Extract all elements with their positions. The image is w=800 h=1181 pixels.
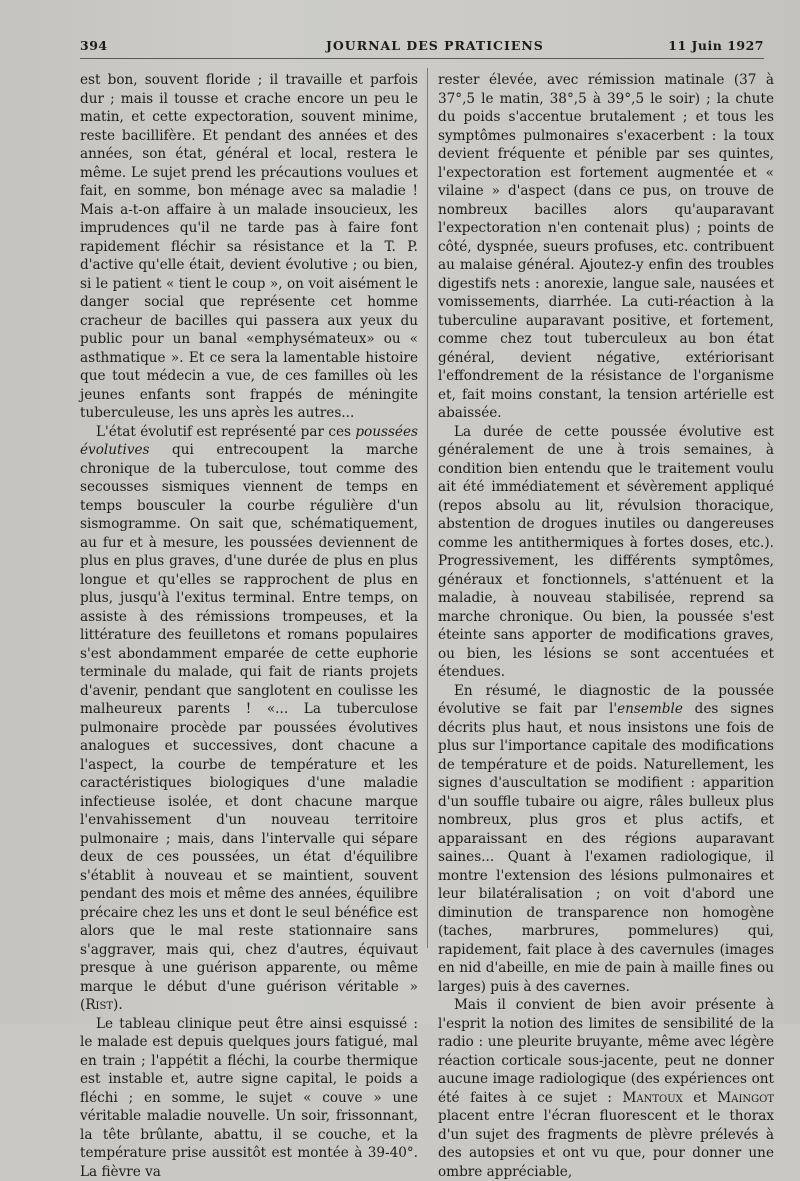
paragraph: Le tableau clinique peut être ainsi esquissé : le malade est depuis quelques jours fatigué, mal en train ; l'appétit a fléchi, la courbe thermique est instable et, autre signe capital, le poids a fléchi ; en somme, le sujet « couve » une véritable maladie nouvelle. Un soir, frissonnant, la tête brûlante, abattu, il se couche, et la température prise aussitôt est montée à 39-40°. La fièvre va — [80, 1015, 418, 1181]
paragraph: L'état évolutif est représenté par ces poussées évolutives qui entrecoupent la marche chronique de la tuberculose, tout comme des secousses sismiques viennent de temps en temps bousculer la courbe régulière d'un sismogramme. On sait que, schématiquement, au fur et à mesure, les poussées deviennent de plus en plus graves, d'une durée de plus en plus longue et qu'elles se rapprochent de plus en plus, jusqu'à l'exitus terminal. Entre temps, on assiste à des rémissions trompeuses, et la littérature des feuilletons et romans populaires s'est abondamment emparée de cette euphorie terminale du malade, qui fait de riants projets d'avenir, pendant que sanglotent en coulisse les malheureux parents ! «... La tuberculose pulmonaire procède par poussées évolutives analogues et successives, dont chacune a l'aspect, la courbe de température et les caractéristiques biologiques d'une maladie infectieuse isolée, et dont chacune marque l'envahissement d'un nouveau territoire pulmonaire ; mais, dans l'intervalle qui sépare deux de ces poussées, un état d'équilibre s'établit à nouveau et se maintient, souvent pendant des mois et même des années, équilibre précaire chez les uns et dont le seul bénéfice est alors que le mal reste stationnaire sans s'aggraver, mais qui, chez d'autres, équivaut presque à une guérison apparente, ou même marque le début d'une guérison véritable » (Rist). — [80, 423, 418, 1015]
left-column — [80, 71, 418, 1181]
issue-date: 11 Juin 1927 — [668, 38, 764, 53]
author-citation: Maingot — [717, 1090, 774, 1106]
author-citation: Rist — [85, 997, 113, 1013]
page-header — [80, 38, 764, 58]
paragraph: rester élevée, avec rémission matinale (37 à 37°,5 le matin, 38°,5 à 39°,5 le soir) ; la chute du poids s'accentue brutalement ; et tous les symptômes pulmonaires s'exacerbent : la toux devient fréquente et pénible par ses quintes, l'expectoration est fortement augmentée et « vilaine » d'aspect (dans ce pus, on trouve de nombreux bacilles alors qu'auparavant l'expectoration n'en contenait plus) ; points de côté, dyspnée, sueurs profuses, etc. contribuent au malaise général. Ajoutez-y enfin des troubles digestifs nets : anorexie, langue sale, nausées et vomissements, diarrhée. La cuti-réaction à la tuberculine auparavant positive, et fortement, comme chez tout tuberculeux au bon état général, devient négative, extériorisant l'effondrement de la résistance de l'organisme et, fait moins constant, la tension artérielle est abaissée. — [438, 71, 774, 423]
emphasis: ensemble — [617, 701, 683, 717]
header-rule — [80, 58, 764, 59]
emphasis: poussées évolutives — [80, 424, 418, 459]
paragraph: En résumé, le diagnostic de la poussée évolutive se fait par l'ensemble des signes décrits plus haut, et nous insistons une fois de plus sur l'importance capitale des modifications de température et de poids. Naturellement, les signes d'auscultation se modifient : apparition d'un souffle tubaire ou aigre, râles bulleux plus nombreux, plus gros et plus actifs, et apparaissant en des régions auparavant saines... Quant à l'examen radiologique, il montre l'extension des lésions pulmonaires et leur bilatéralisation ; on voit d'abord une diminution de transparence non homogène (taches, marbrures, pommelures) qui, rapidement, fait place à des cavernules (images en nid d'abeille, en mie de pain à maille fines ou larges) puis à des cavernes. — [438, 682, 774, 997]
paragraph: Mais il convient de bien avoir présente à l'esprit la notion des limites de sensibilité de la radio : une pleurite bruyante, même avec légère réaction corticale sous-jacente, peut ne donner aucune image radiologique (des expériences ont été faites à ce sujet : Mantoux et Maingot placent entre l'écran fluorescent et le thorax d'un sujet des fragments de plèvre prélevés à des autopsies et ont vu que, pour donner une ombre appréciable, — [438, 996, 774, 1181]
page-number: 394 — [80, 38, 108, 53]
author-citation: Mantoux — [622, 1090, 682, 1106]
column-divider — [427, 68, 428, 948]
right-column — [438, 71, 774, 1181]
journal-title: JOURNAL DES PRATICIENS — [326, 38, 544, 53]
paragraph: est bon, souvent floride ; il travaille et parfois dur ; mais il tousse et crache encore un peu le matin, et cette expectoration, souvent minime, reste bacillifère. Et pendant des années et des années, son état, général et local, restera le même. Le sujet prend les précautions voulues et fait, en somme, bon ménage avec sa maladie ! Mais a-t-on affaire à un malade insoucieux, les imprudences qu'il ne tarde pas à faire font rapidement fléchir sa résistance et la T. P. d'active qu'elle était, devient évolutive ; ou bien, si le patient « tient le coup », on voit aisément le danger social que représente cet homme cracheur de bacilles qui passera aux yeux du public pour un banal «emphysémateux» ou « asthmatique ». Et ce sera la lamentable histoire que tout médecin a vue, de ces familles où les jeunes enfants sont frappés de méningite tuberculeuse, les uns après les autres... — [80, 71, 418, 423]
paragraph: La durée de cette poussée évolutive est généralement de une à trois semaines, à condition bien entendu que le traitement voulu ait été immédiatement et sévèrement appliqué (repos absolu au lit, révulsion thoracique, abstention de drogues inutiles ou dangereuses comme les antithermiques à fortes doses, etc.). Progressivement, les différents symptômes, généraux et fonctionnels, s'atténuent et la maladie, à nouveau stabilisée, reprend sa marche chronique. Ou bien, la poussée s'est éteinte sans apporter de modifications graves, ou bien, les lésions se sont accentuées et étendues. — [438, 423, 774, 682]
